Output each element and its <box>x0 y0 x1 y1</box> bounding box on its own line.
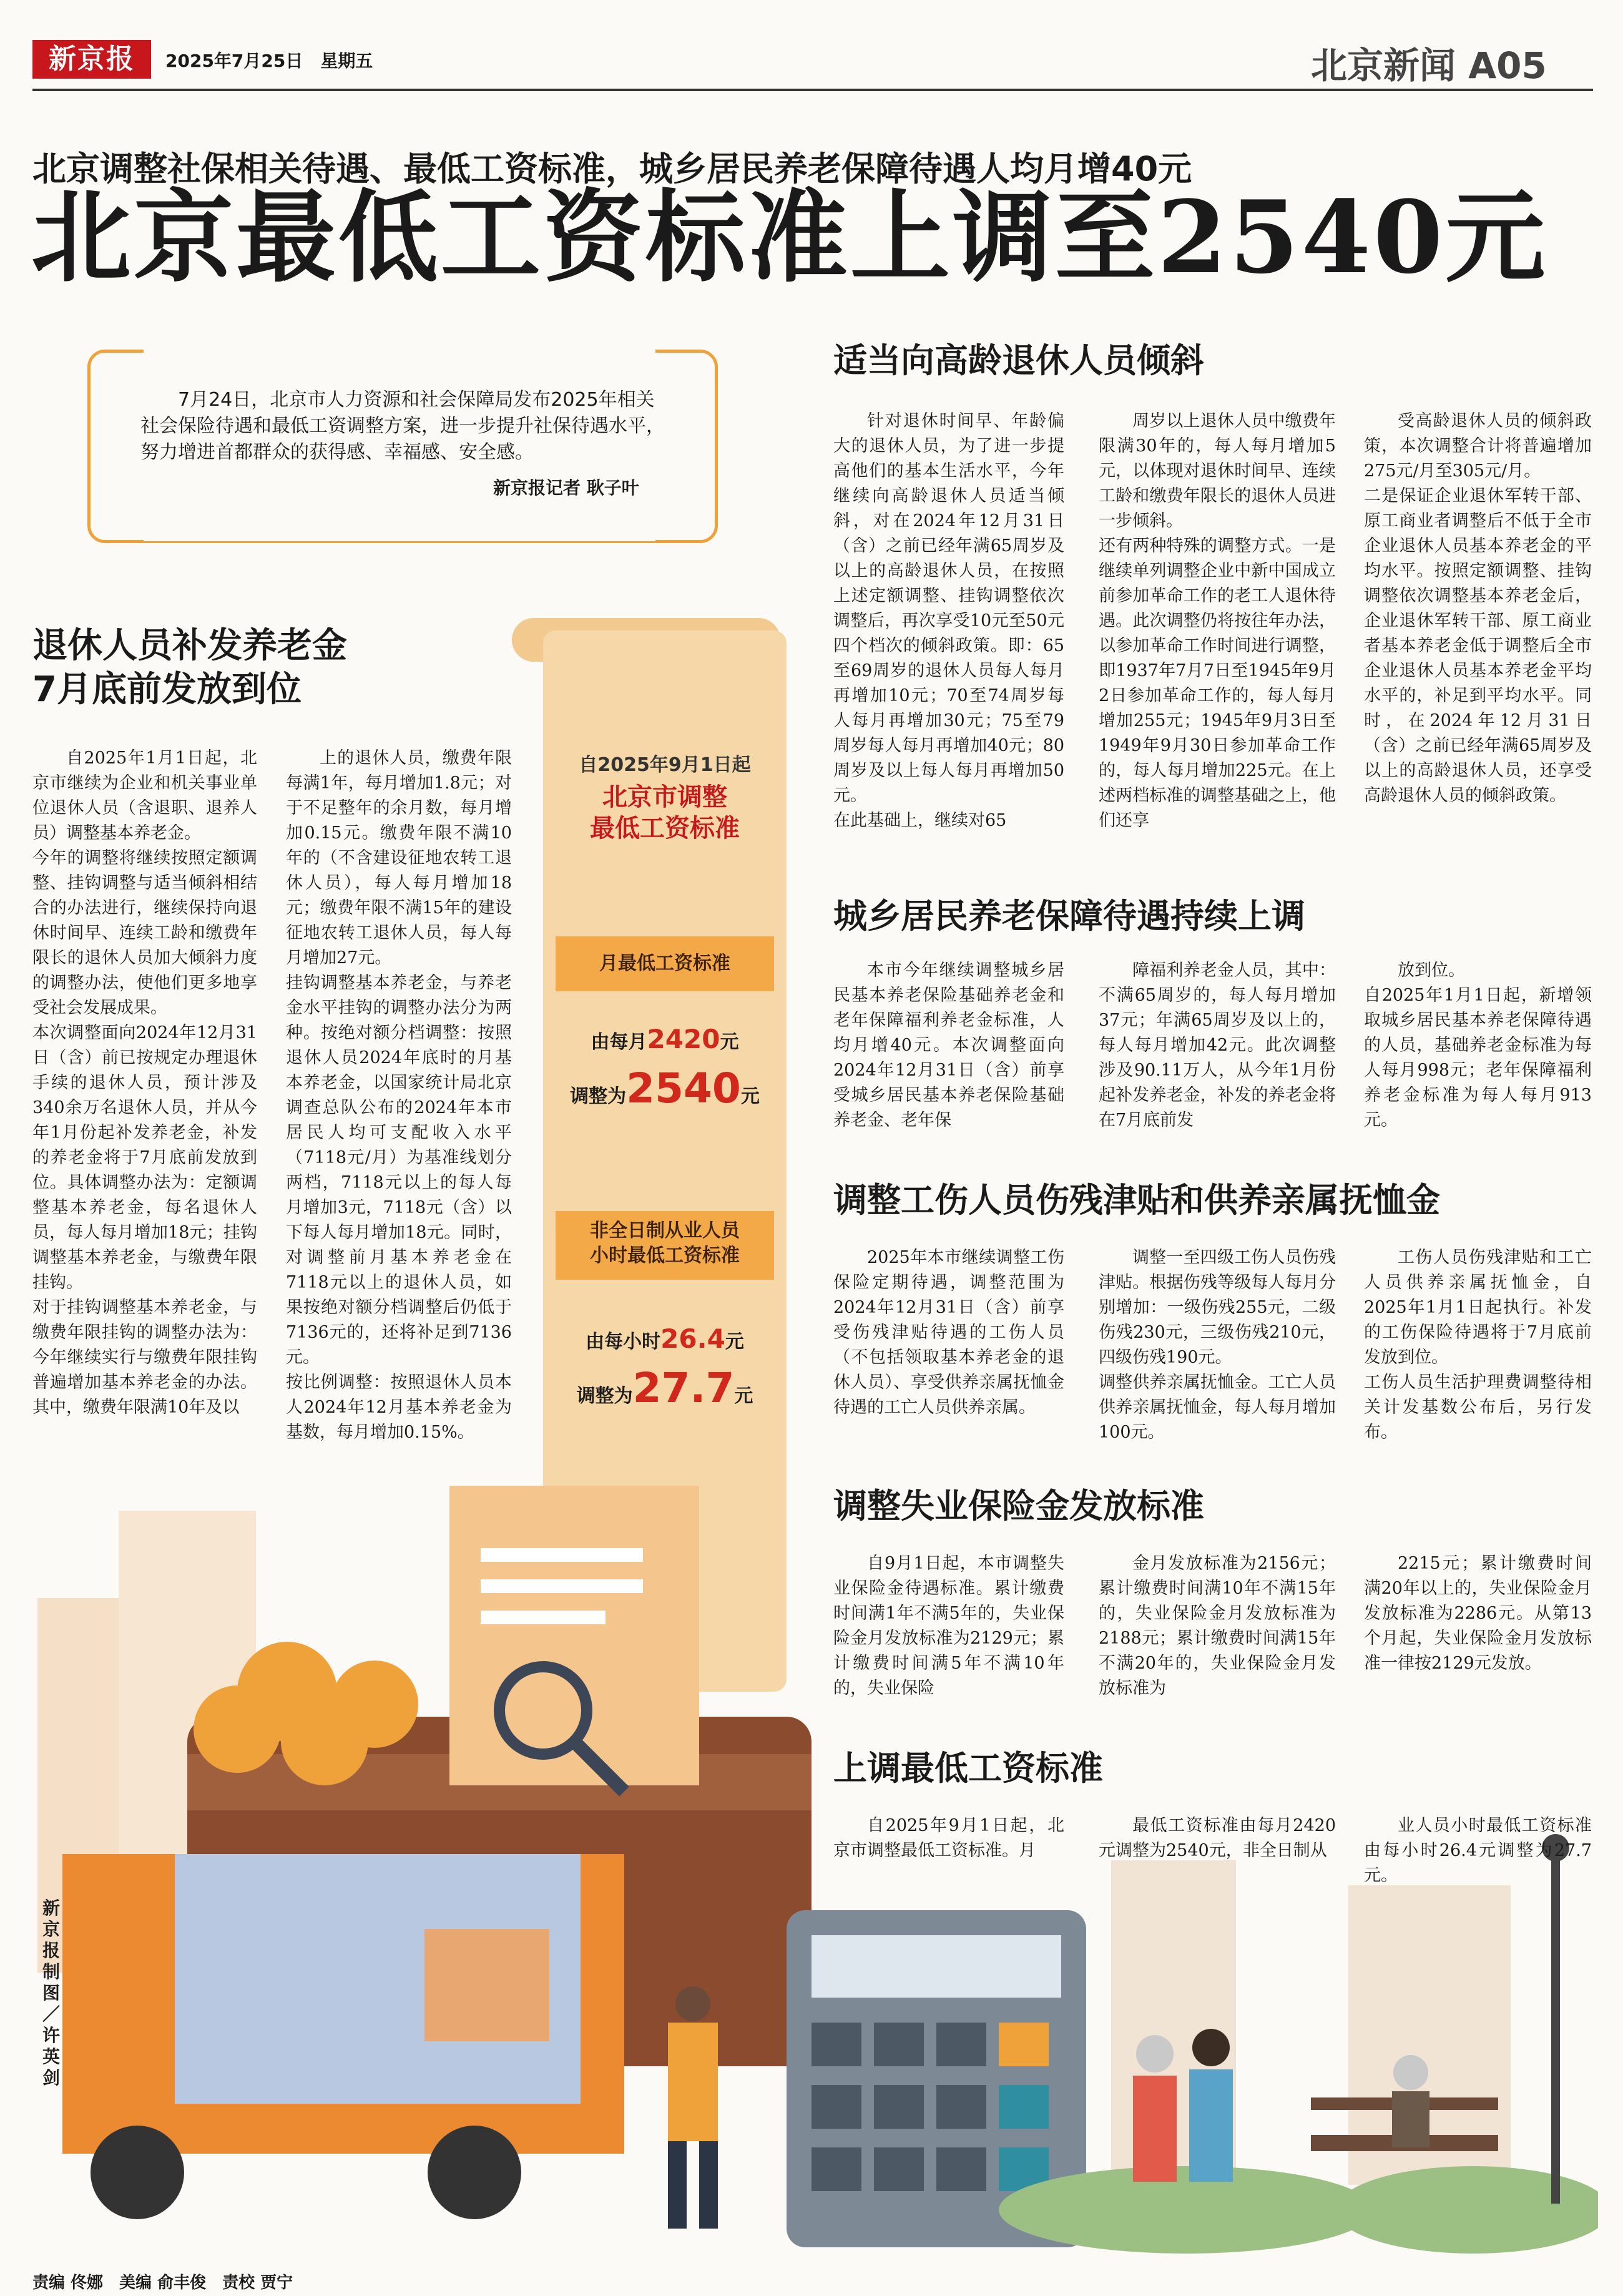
scroll-title-1: 北京市调整 <box>602 783 727 812</box>
hourly-to-value: 27.7 <box>632 1364 735 1412</box>
caregiver-figure <box>1192 2029 1230 2066</box>
section-page-label: 北京新闻 A05 <box>1311 44 1547 87</box>
worker-figure <box>675 1986 710 2021</box>
hourly-wage-bar <box>556 1211 774 1280</box>
bush-shape <box>999 2166 1373 2254</box>
street-lamp <box>1551 1854 1560 2204</box>
hourly-to: 调整为27.7元 <box>576 1364 753 1412</box>
intro-frame-gap <box>144 346 655 355</box>
sec4-title: 调整失业保险金发放标准 <box>833 1486 1204 1526</box>
elderly-seated-figure <box>1393 2055 1428 2090</box>
hourly-bar-line1: 非全日制从业人员 <box>590 1220 740 1242</box>
monthly-from: 由每月2420元 <box>591 1024 739 1054</box>
sec2-col1: 本市今年继续调整城乡居民基本养老保险基础养老金和老年保障福利养老金标准，人均月增40元。本次调整面向2024年12月31日（含）前享受城乡居民基本养老保险基础养老金、老年保 <box>833 961 1064 1130</box>
sec4-col2: 金月发放标准为2156元；累计缴费时间满10年不满15年的，失业保险金月发放标准为2188元；累计缴费时间满15年不满20年的，失业保险金月发放标准为 <box>1099 1554 1336 1698</box>
wheel <box>91 2126 184 2219</box>
sec3-title: 调整工伤人员伤残津贴和供养亲属抚恤金 <box>833 1180 1440 1220</box>
boxes <box>424 1929 549 2041</box>
monthly-from-value: 2420 <box>647 1024 720 1054</box>
elderly-figure <box>1136 2035 1174 2073</box>
sec3-col3: 工伤人员伤残津贴和工亡人员供养亲属抚恤金，自2025年1月1日起执行。补发的工伤保险待遇将于7月底前发放到位。 工伤人员生活护理费调整待相关计发基数公布后，另行发布。 <box>1364 1248 1592 1442</box>
intro-author: 新京报记者 耿子叶 <box>493 478 639 498</box>
kicker-headline: 北京调整社保相关待遇、最低工资标准，城乡居民养老保障待遇人均月增40元 <box>32 149 1192 189</box>
sec1-col1: 针对退休时间早、年龄偏大的退休人员，为了进一步提高他们的基本生活水平，今年继续向高龄退休人员适当倾斜，对在2024年12月31日（含）之前已经年满65周岁及以上的高龄退休人员，在按照上述定额调整、挂钩调整依次调整后，再次享受10元至50元四个档次的倾斜政策。即：65至69周岁的退休人员每人每月再增加10元；70至74周岁每人每月再增加30元；75至79周岁每人每月再增加40元；80周岁及以上每人每月再增加50元。 在此基础上，继续对65 <box>833 411 1064 830</box>
scroll-title-2: 最低工资标准 <box>590 814 740 843</box>
masthead-logo: 新京报 <box>32 40 151 79</box>
sec4-col1: 自9月1日起，本市调整失业保险金待遇标准。累计缴费时间满1年不满5年的，失业保险金月发放标准为2129元；累计缴费时间满5年不满10年的，失业保险 <box>833 1554 1064 1698</box>
monthly-to-value: 2540 <box>626 1064 741 1112</box>
sec3-col2: 调整一至四级工伤人员伤残津贴。根据伤残等级每人每月分别增加：一级伤残255元，二级伤残230元，三级伤残210元，四级伤残190元。 调整供养亲属抚恤金。工亡人员供养亲属抚恤金，每人每月增加100元。 <box>1099 1248 1336 1442</box>
monthly-wage-bar: 月最低工资标准 <box>556 936 774 991</box>
art-credit: 新京报制图／许英剑 <box>42 1898 60 2088</box>
coin-icon <box>331 1661 418 1748</box>
sec2-col2: 障福利养老金人员，其中：不满65周岁的，每人每月增加37元；年满65周岁及以上的，每人每月增加42元。此次调整涉及90.11万人，从今年1月份起补发养老金，补发的养老金将在7月底前发 <box>1099 961 1336 1130</box>
sec1-title: 适当向高龄退休人员倾斜 <box>833 341 1204 380</box>
sec1-col3: 受高龄退休人员的倾斜政策，本次调整合计将普遍增加275元/月至305元/月。 二是保证企业退休军转干部、原工商业者调整后不低于全市企业退休人员基本养老金的平均水平。按照定额调整、挂钩调整依次调整基本养老金后，企业退休军转干部、原工商业者基本养老金低于调整后全市企业退休人员基本养老金平均水平的，补足到平均水平。同时，在2024年12月31日（含）之前已经年满65周岁及以上的高龄退休人员，还享受高龄退休人员的倾斜政策。 <box>1364 411 1592 805</box>
hourly-bar-line2: 小时最低工资标准 <box>590 1245 740 1267</box>
issue-date: 2025年7月25日 星期五 <box>165 51 373 71</box>
coin-icon <box>194 1685 281 1773</box>
intro-text <box>140 387 665 466</box>
left-article-title: 退休人员补发养老金 7月底前发放到位 <box>32 626 347 710</box>
sec2-title: 城乡居民养老保障待遇持续上调 <box>833 896 1305 936</box>
illustration-truck-wallet <box>25 1455 836 2260</box>
monthly-to: 调整为2540元 <box>570 1064 760 1112</box>
sec2-col3: 放到位。 自2025年1月1日起，新增领取城乡居民基本养老保障待遇的人员，基础养老金标准为每人每月998元；老年保障福利养老金标准为每人每月913元。 <box>1364 961 1592 1130</box>
hourly-from-value: 26.4 <box>660 1323 725 1354</box>
sec4-col3: 2215元；累计缴费时间满20年以上的，失业保险金月发放标准为2286元。从第13个月起，失业保险金月发放标准一律按2129元发放。 <box>1364 1554 1592 1673</box>
masthead-rule <box>32 89 1593 91</box>
sec5-col1: 自2025年9月1日起，北京市调整最低工资标准。月 <box>833 1816 1064 1860</box>
hourly-from: 由每小时26.4元 <box>586 1323 744 1354</box>
sec3-col1: 2025年本市继续调整工伤保险定期待遇，调整范围为2024年12月31日（含）前享受伤残津贴待遇的工伤人员（不包括领取基本养老金的退休人员）、享受供养亲属抚恤金待遇的工亡人员供养亲属。 <box>833 1248 1064 1417</box>
scroll-date: 自2025年9月1日起 <box>579 754 751 776</box>
sec5-col3: 业人员小时最低工资标准由每小时26.4元调整为27.7元。 <box>1364 1816 1592 1885</box>
editor-credits: 责编 佟娜 美编 俞丰俊 责校 贾宁 <box>32 2274 293 2292</box>
wheel <box>428 2126 521 2219</box>
sec5-title: 上调最低工资标准 <box>833 1749 1103 1788</box>
sec5-col2: 最低工资标准由每月2420元调整为2540元，非全日制从 <box>1099 1816 1336 1860</box>
left-article-col2: 上的退休人员，缴费年限每满1年，每月增加1.8元；对于不足整年的余月数，每月增加0.15元。缴费年限不满10年的（不含建设征地农转工退休人员），每人每月增加18元；缴费年限不满15年的建设征地农转工退休人员，每人每月增加27元。 挂钩调整基本养老金，与养老金水平挂钩的调整办法分为两种。按绝对额分档调整：按照退休人员2024年底时的月基本养老金，以国家统计局北京调查总队公布的2024年本市居民人均可支配收入水平（7118元/月）为基准线划分两档，7118元以上的每人每月增加3元，7118元（含）以下每人每月增加18元。同时，对调整前月基本养老金在7118元以上的退休人员，如果按绝对额分档调整后仍低于7136元的，还将补足到7136元。 按比例调整：按照退休人员本人2024年12月基本养老金为基数，每月增加0.15%。 <box>286 748 512 1442</box>
intro-body: 7月24日，北京市人力资源和社会保障局发布2025年相关社会保险待遇和最低工资调整方案，进一步提升社保待遇水平，努力增进首都群众的获得感、幸福感、安全感。 <box>140 389 665 463</box>
intro-frame-gap <box>144 532 655 541</box>
main-headline: 北京最低工资标准上调至2540元 <box>31 179 1548 296</box>
left-article-col1: 自2025年1月1日起，北京市继续为企业和机关事业单位退休人员（含退职、退养人员）调整基本养老金。 今年的调整将继续按照定额调整、挂钩调整与适当倾斜相结合的办法进行，继续保持向退休时间早、连续工龄和缴费年限长的退休人员加大倾斜力度的调整办法，使他们更多地享受社会发展成果。 本次调整面向2024年12月31日（含）前已按规定办理退休手续的退休人员，预计涉及340余万名退休人员，并从今年1月份起补发养老金，补发的养老金将于7月底前发放到位。具体调整办法为：定额调整基本养老金，每名退休人员，每人每月增加18元；挂钩调整基本养老金，与缴费年限挂钩。 对于挂钩调整基本养老金，与缴费年限挂钩的调整办法为：今年继续实行与缴费年限挂钩普遍增加基本养老金的办法。其中，缴费年限满10年及以 <box>32 748 257 1417</box>
sec1-col2: 周岁以上退休人员中缴费年限满30年的，每人每月增加5元，以体现对退休时间早、连续工龄和缴费年限长的退休人员进一步倾斜。 还有两种特殊的调整方式。一是继续单列调整企业中新中国成立前参加革命工作的老工人退休待遇。此次调整仍将按往年办法，以参加革命工作时间进行调整，即1937年7月7日至1945年9月2日参加革命工作的，每人每月增加255元；1945年9月3日至1949年9月30日参加革命工作的，每人每月增加225元。在上述两档标准的调整基础之上，他们还享 <box>1099 411 1336 830</box>
